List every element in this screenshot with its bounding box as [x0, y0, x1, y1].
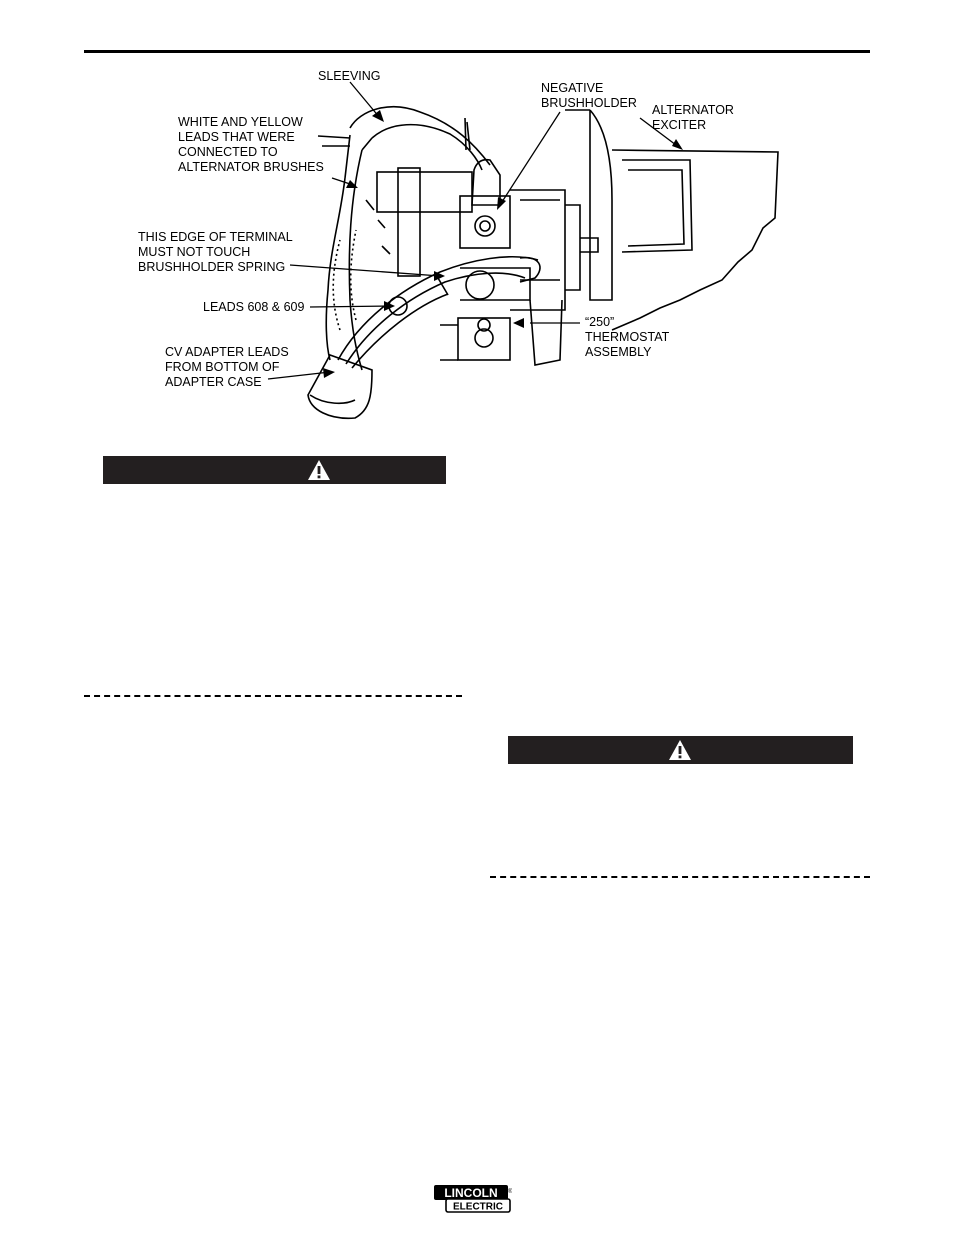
label-white-yellow-1: WHITE AND YELLOW — [178, 115, 303, 129]
lincoln-electric-logo — [434, 1185, 512, 1213]
label-alternator-2: EXCITER — [652, 118, 707, 132]
dashed-divider-2 — [490, 876, 870, 878]
label-cv-2: FROM BOTTOM OF — [165, 360, 280, 374]
logo-line2: ELECTRIC — [453, 1201, 503, 1213]
warning-banner-2 — [508, 736, 853, 764]
label-white-yellow-2: LEADS THAT WERE — [178, 130, 295, 144]
label-thermostat-3: ASSEMBLY — [585, 345, 652, 359]
warning-triangle-icon — [668, 739, 692, 761]
warning-banner-1 — [103, 456, 446, 484]
label-sleeving: SLEEVING — [318, 69, 381, 83]
cable-bundle-drawing — [308, 107, 540, 418]
label-alternator-1: ALTERNATOR — [652, 103, 734, 117]
logo-line1: LINCOLN — [444, 1186, 498, 1200]
label-white-yellow-3: CONNECTED TO — [178, 145, 278, 159]
dashed-divider-1 — [84, 695, 462, 697]
brushholder-diagram — [0, 0, 954, 460]
label-edge-3: BRUSHHOLDER SPRING — [138, 260, 286, 274]
label-cv-1: CV ADAPTER LEADS — [165, 345, 289, 359]
label-white-yellow-4: ALTERNATOR BRUSHES — [178, 160, 324, 174]
logo-mark: ® — [508, 1189, 512, 1195]
label-leads: LEADS 608 & 609 — [203, 300, 305, 314]
label-negative-2: BRUSHHOLDER — [541, 96, 637, 110]
label-negative-1: NEGATIVE — [541, 81, 604, 95]
label-cv-3: ADAPTER CASE — [165, 375, 262, 389]
alternator-exciter-drawing — [565, 110, 778, 330]
label-edge-1: THIS EDGE OF TERMINAL — [138, 230, 293, 244]
warning-triangle-icon — [307, 459, 331, 481]
label-thermostat-2: THERMOSTAT — [585, 330, 670, 344]
label-edge-2: MUST NOT TOUCH — [138, 245, 251, 259]
label-thermostat-1: “250” — [585, 315, 615, 329]
brushholder-drawing — [377, 160, 598, 365]
